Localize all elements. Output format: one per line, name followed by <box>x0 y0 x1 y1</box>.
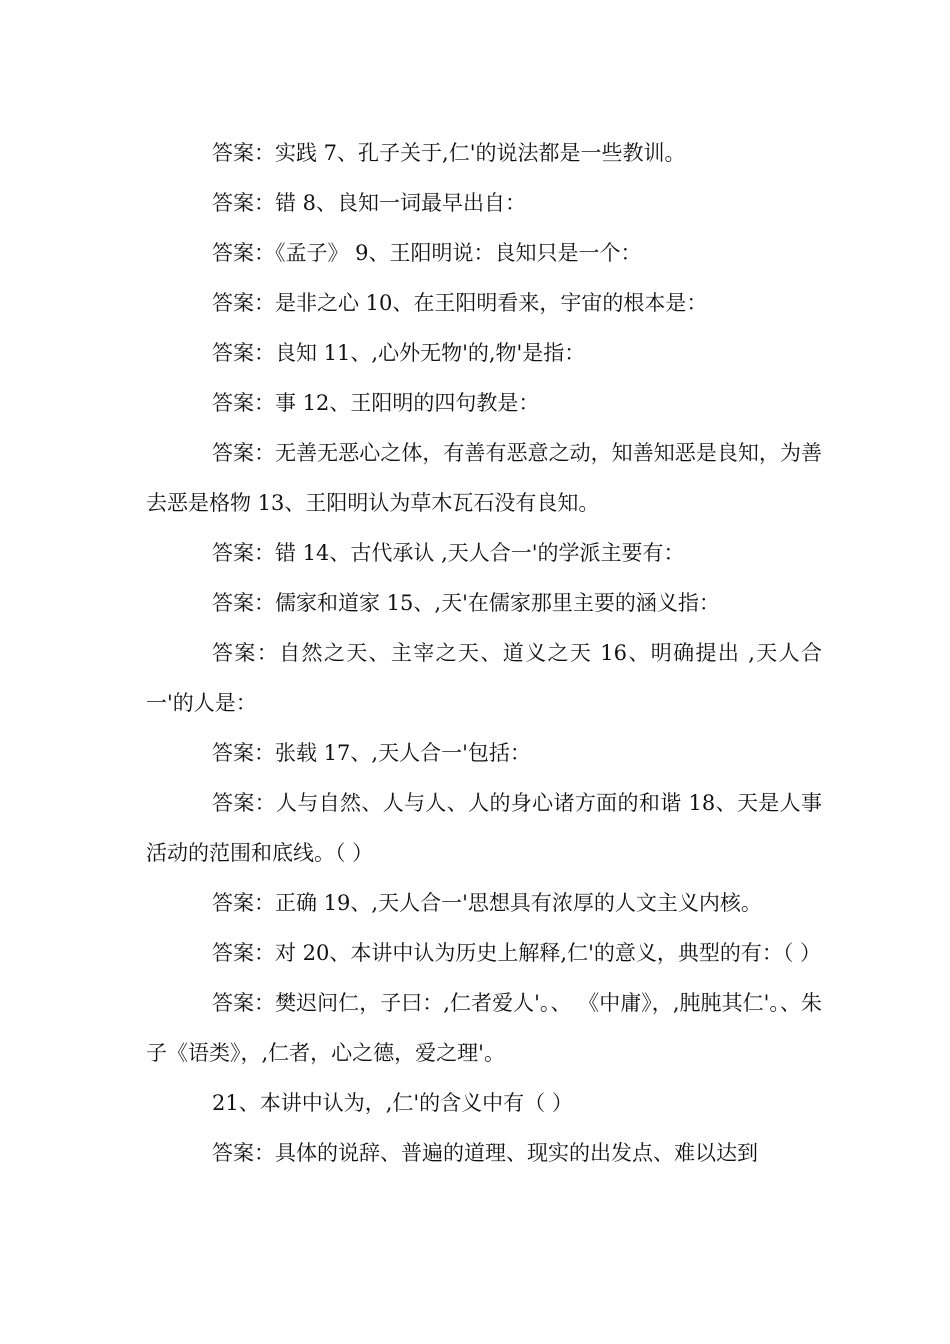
paragraph: 答案：《孟子》 9、王阳明说：良知只是一个： <box>212 241 642 265</box>
paragraph: 答案：张载 17、,天人合一'包括： <box>212 741 531 765</box>
document-body <box>146 128 822 1178</box>
paragraph: 答案：良知 11、,心外无物'的,物'是指： <box>212 341 586 365</box>
paragraph: 答案：无善无恶心之体，有善有恶意之动，知善知恶是良知，为善去恶是格物 13、王阳明认为草木瓦石没有良知。 <box>146 441 822 515</box>
paragraph: 21、本讲中认为，,仁'的含义中有（ ） <box>212 1091 573 1115</box>
paragraph: 答案：错 14、古代承认 ,天人合一'的学派主要有： <box>212 541 685 565</box>
paragraph: 答案：是非之心 10、在王阳明看来，宇宙的根本是： <box>212 291 708 315</box>
paragraph: 答案：正确 19、,天人合一'思想具有浓厚的人文主义内核。 <box>212 891 762 915</box>
paragraph: 答案：对 20、本讲中认为历史上解释,仁'的意义，典型的有：（ ） <box>212 941 822 965</box>
paragraph: 答案：具体的说辞、普遍的道理、现实的出发点、难以达到 <box>212 1141 758 1165</box>
paragraph: 答案：人与自然、人与人、人的身心诸方面的和谐 18、天是人事活动的范围和底线。（ ） <box>146 791 822 865</box>
paragraph: 答案：自然之天、主宰之天、道义之天 16、明确提出 ,天人合一'的人是： <box>146 641 822 715</box>
paragraph: 答案：樊迟问仁，子曰：,仁者爱人'。、 《中庸》，,肫肫其仁'。、朱子《语类》，,仁者，心之德，爱之理'。 <box>146 991 822 1065</box>
paragraph: 答案：事 12、王阳明的四句教是： <box>212 391 540 415</box>
paragraph: 答案：实践 7、孔子关于,仁'的说法都是一些教训。 <box>212 141 686 165</box>
paragraph: 答案：儒家和道家 15、,天'在儒家那里主要的涵义指： <box>212 591 720 615</box>
paragraph: 答案：错 8、良知一词最早出自： <box>212 191 527 215</box>
